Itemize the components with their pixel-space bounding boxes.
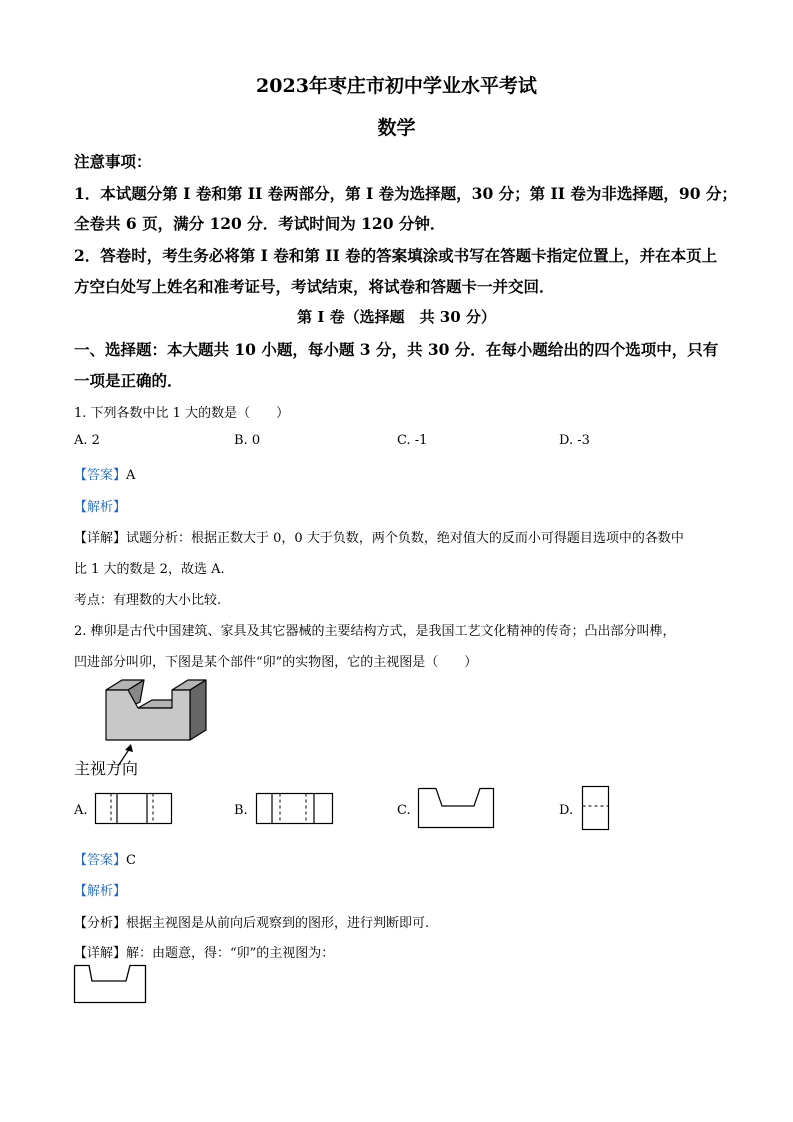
q2-detail-text: 解：由题意，得：“卯”的主视图为： [126, 946, 335, 961]
q1-detail-text-1: 试题分析：根据正数大于 0，0 大于负数，两个负数，绝对值大的反而小可得题目选项中的各数中 [126, 531, 684, 546]
q1-option-b: B. 0 [234, 433, 261, 448]
q2-option-d-label: D. [559, 803, 574, 818]
detail-tag: 【详解】 [74, 531, 127, 546]
answer-tag: 【答案】 [74, 853, 127, 868]
q2-fenxi-text: 根据主视图是从前向后观察到的图形，进行判断即可. [126, 916, 430, 931]
q2-option-c-label: C. [397, 803, 411, 818]
detail-tag: 【详解】 [74, 946, 127, 961]
section-instruction-line-1: 一、选择题：本大题共 10 小题，每小题 3 分，共 30 分．在每小题给出的四个选项中，只有 [74, 340, 719, 359]
q1-option-c: C. -1 [397, 433, 428, 448]
q2-solution-figure [74, 965, 154, 1005]
note-2-line-1: 2．答卷时，考生务必将第 I 卷和第 II 卷的答案填涂或书写在答题卡指定位置上，并在本页上 [74, 246, 718, 265]
section-title: 第 I 卷（选择题 共 30 分） [297, 308, 496, 326]
q2-option-b-label: B. [234, 803, 248, 818]
q2-option-b-figure [256, 793, 336, 827]
q1-point: 考点：有理数的大小比较. [74, 593, 222, 608]
q2-answer-value: C [126, 853, 136, 868]
q2-fenxi-line [74, 912, 429, 931]
q1-answer-line [74, 464, 135, 483]
exam-title: 2023年枣庄市初中学业水平考试 [256, 75, 537, 97]
q2-option-a-figure [95, 793, 175, 827]
q1-option-a: A. 2 [74, 433, 100, 448]
note-1-line-2: 全卷共 6 页，满分 120 分．考试时间为 120 分钟． [74, 214, 446, 233]
q1-stem: 1. 下列各数中比 1 大的数是（ ） [74, 406, 290, 421]
q1-detail-line-1 [74, 527, 684, 546]
q2-option-d-figure [582, 786, 612, 832]
note-2-line-2: 方空白处写上姓名和准考证号，考试结束，将试卷和答题卡一并交回． [74, 277, 555, 296]
block-side [190, 680, 206, 740]
subject-title: 数学 [377, 117, 416, 139]
answer-tag: 【答案】 [74, 468, 127, 483]
mortise-block-figure [100, 678, 240, 758]
q2-detail-line [74, 942, 334, 961]
section-instruction-line-2: 一项是正确的． [74, 371, 183, 390]
q2-stem-line-1: 2. 榫卯是古代中国建筑、家具及其它器械的主要结构方式，是我国工艺文化精神的传奇；凸出部分叫榫， [74, 624, 676, 639]
q2-answer-line [74, 849, 136, 868]
q1-option-d: D. -3 [559, 433, 590, 448]
notes-heading: 注意事项： [74, 152, 152, 171]
fenxi-tag: 【分析】 [74, 916, 127, 931]
note-1-line-1: 1．本试题分第 I 卷和第 II 卷两部分，第 I 卷为选择题，30 分；第 II 卷为非选择题，90 分； [74, 184, 737, 203]
q2-analysis-tag: 【解析】 [74, 884, 127, 899]
notch-bottom [138, 700, 176, 708]
q2-view-direction-label: 主视方向 [74, 759, 139, 778]
q1-detail-line-2: 比 1 大的数是 2，故选 A. [74, 562, 225, 577]
q2-option-c-figure [418, 788, 498, 830]
q2-stem-line-2: 凹进部分叫卯，下图是某个部件“卯”的实物图，它的主视图是（ ） [74, 655, 478, 670]
q2-option-a-label: A. [74, 803, 88, 818]
block-front [106, 690, 190, 740]
q1-analysis-tag: 【解析】 [74, 500, 127, 515]
q1-answer-value: A [126, 468, 136, 483]
